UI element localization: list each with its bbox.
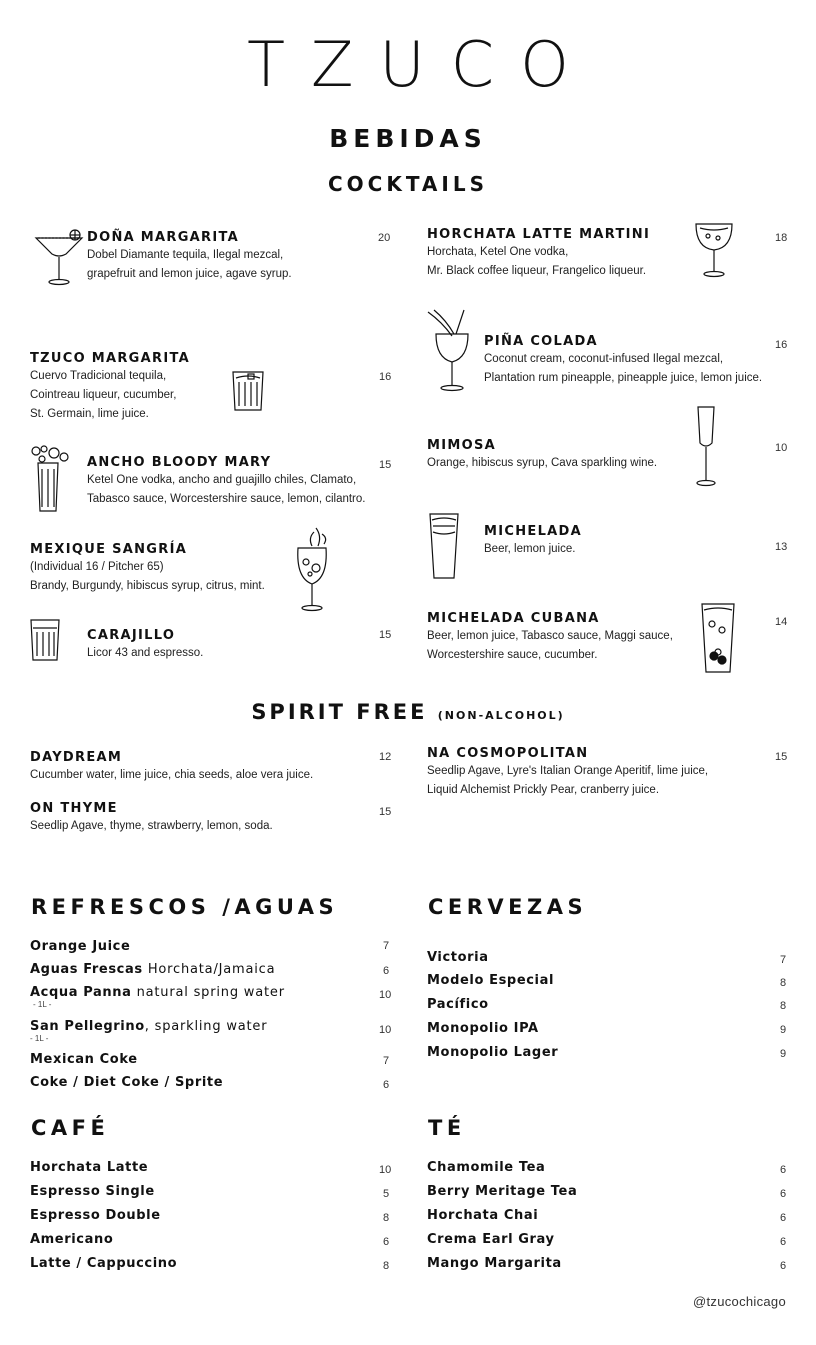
refresco-name-text: San Pellegrino [30,1019,145,1034]
price: 6 [780,1260,787,1272]
spirit-free-heading [0,700,816,724]
cocktail-desc: Dobel Diamante tequila, Ilegal mezcal, [87,249,284,261]
wine-glass-icon [292,524,332,612]
brand-logo: TZUCO [247,28,595,101]
cocktail-desc: Orange, hibiscus syrup, Cava sparkling wine. [427,457,658,469]
price: 6 [383,1079,390,1091]
price: 6 [383,1236,390,1248]
nonalc-desc: Seedlip Agave, Lyre's Italian Orange Aperitif, lime juice, [427,765,709,777]
price: 6 [383,965,390,977]
price: 14 [775,616,788,628]
cerveza-name: Victoria [427,950,489,965]
cafe-item-name: Americano [30,1232,114,1247]
price: 6 [780,1236,787,1248]
cafe-item-name: Espresso Double [30,1208,161,1223]
cocktail-desc: Plantation rum pineapple, pineapple juice, lemon juice. [484,372,763,384]
cocktail-name-horchata-latte-martini: HORCHATA LATTE MARTINI [427,227,651,242]
nonalc-desc: Liquid Alchemist Prickly Pear, cranberry juice. [427,784,660,796]
price: 9 [780,1048,787,1060]
price: 6 [780,1212,787,1224]
nonalc-desc: Cucumber water, lime juice, chia seeds, aloe vera juice. [30,769,314,781]
cocktail-name-mexique-sangria: MEXIQUE SANGRÍA [30,542,188,557]
refresco-detail: Horchata/Jamaica [147,962,276,977]
tea-name: Horchata Chai [427,1208,539,1223]
tea-name: Crema Earl Gray [427,1232,555,1247]
short-glass-icon [28,616,64,664]
spirit-free-title: SPIRIT FREE [251,700,428,724]
cocktail-desc: grapefruit and lemon juice, agave syrup. [87,268,292,280]
price: 20 [378,232,391,244]
cocktail-desc: Tabasco sauce, Worcestershire sauce, lemon, cilantro. [87,493,366,505]
nonalc-name-daydream: DAYDREAM [30,750,123,765]
cocktails-heading: COCKTAILS [327,172,488,196]
coupe-glass-icon [692,218,736,280]
cocktail-name-mimosa: MIMOSA [427,438,496,453]
price: 10 [775,442,788,454]
price: 8 [780,977,787,989]
social-handle[interactable]: @tzucochicago [693,1294,786,1309]
price: 7 [780,954,787,966]
price: 16 [775,339,788,351]
price: 7 [383,1055,390,1067]
cocktail-desc: Brandy, Burgundy, hibiscus syrup, citrus, mint. [30,580,265,592]
te-heading: TÉ [428,1116,466,1140]
cervezas-heading: CERVEZAS [428,895,588,919]
tall-glass-icon [698,600,738,676]
price: 8 [383,1212,390,1224]
cocktail-name-ancho-bloody-mary: ANCHO BLOODY MARY [87,455,272,470]
refrescos-heading: REFRESCOS /AGUAS [31,895,339,919]
cocktail-desc: (Individual 16 / Pitcher 65) [30,561,164,573]
highball-glass-icon [28,443,72,515]
price: 6 [780,1188,787,1200]
spirit-free-subtitle: (NON-ALCOHOL) [437,709,565,722]
price: 15 [379,629,392,641]
refresco-name [30,962,275,977]
refresco-name [30,1019,267,1034]
cocktail-name-dona-margarita: DOÑA MARGARITA [87,230,240,245]
cocktail-name-michelada-cubana: MICHELADA CUBANA [427,611,600,626]
size-note: - 1L - [30,1034,49,1043]
price: 15 [379,459,392,471]
nonalc-name-na-cosmopolitan: NA COSMOPOLITAN [427,746,589,761]
price: 8 [780,1000,787,1012]
refresco-name-text: Aguas Frescas [30,962,143,977]
refresco-name: Coke / Diet Coke / Sprite [30,1075,224,1090]
refresco-detail: , sparkling water [144,1019,268,1034]
price: 16 [379,371,392,383]
price: 15 [775,751,788,763]
cocktail-desc: Horchata, Ketel One vodka, [427,246,569,258]
refresco-name: Mexican Coke [30,1052,138,1067]
price: 8 [383,1260,390,1272]
price: 10 [379,1024,392,1036]
cafe-item-name: Horchata Latte [30,1160,149,1175]
cocktail-name-tzuco-margarita: TZUCO MARGARITA [30,351,190,366]
rocks-glass-icon [230,368,266,414]
refresco-name-text: Acqua Panna [30,985,132,1000]
pint-glass-icon [426,510,462,582]
margarita-glass-icon [32,228,86,288]
price: 12 [379,751,392,763]
tea-name: Berry Meritage Tea [427,1184,578,1199]
cocktail-desc: Licor 43 and espresso. [87,647,204,659]
price: 15 [379,806,392,818]
cafe-item-name: Latte / Cappuccino [30,1256,178,1271]
cocktail-desc: Worcestershire sauce, cucumber. [427,649,598,661]
tea-name: Mango Margarita [427,1256,562,1271]
refresco-name [30,985,285,1000]
tulip-glass-icon [424,308,480,394]
refresco-detail: natural spring water [136,985,285,1000]
price: 18 [775,232,788,244]
cocktail-desc: Mr. Black coffee liqueur, Frangelico liqueur. [427,265,647,277]
price: 9 [780,1024,787,1036]
price: 10 [379,1164,392,1176]
menu-heading: BEBIDAS [329,124,487,153]
cocktail-desc: St. Germain, lime juice. [30,408,149,420]
tea-name: Chamomile Tea [427,1160,546,1175]
cocktail-desc: Beer, lemon juice. [484,543,576,555]
nonalc-desc: Seedlip Agave, thyme, strawberry, lemon, soda. [30,820,273,832]
price: 5 [383,1188,390,1200]
cocktail-name-michelada: MICHELADA [484,524,582,539]
cocktail-desc: Ketel One vodka, ancho and guajillo chiles, Clamato, [87,474,357,486]
cafe-item-name: Espresso Single [30,1184,155,1199]
cocktail-desc: Beer, lemon juice, Tabasco sauce, Maggi sauce, [427,630,673,642]
size-note: - 1L - [33,1000,52,1009]
price: 13 [775,541,788,553]
refresco-name: Orange Juice [30,939,131,954]
cerveza-name: Modelo Especial [427,973,555,988]
cerveza-name: Monopolio Lager [427,1045,559,1060]
cocktail-name-pina-colada: PIÑA COLADA [484,334,598,349]
flute-glass-icon [692,403,720,489]
nonalc-name-on-thyme: ON THYME [30,801,118,816]
price: 10 [379,989,392,1001]
cocktail-desc: Coconut cream, coconut-infused Ilegal mezcal, [484,353,724,365]
cocktail-desc: Cuervo Tradicional tequila, [30,370,167,382]
cafe-heading: CAFÉ [31,1116,110,1140]
cocktail-desc: Cointreau liqueur, cucumber, [30,389,177,401]
cerveza-name: Pacífico [427,997,489,1012]
price: 7 [383,940,390,952]
cerveza-name: Monopolio IPA [427,1021,539,1036]
cocktail-name-carajillo: CARAJILLO [87,628,176,643]
price: 6 [780,1164,787,1176]
